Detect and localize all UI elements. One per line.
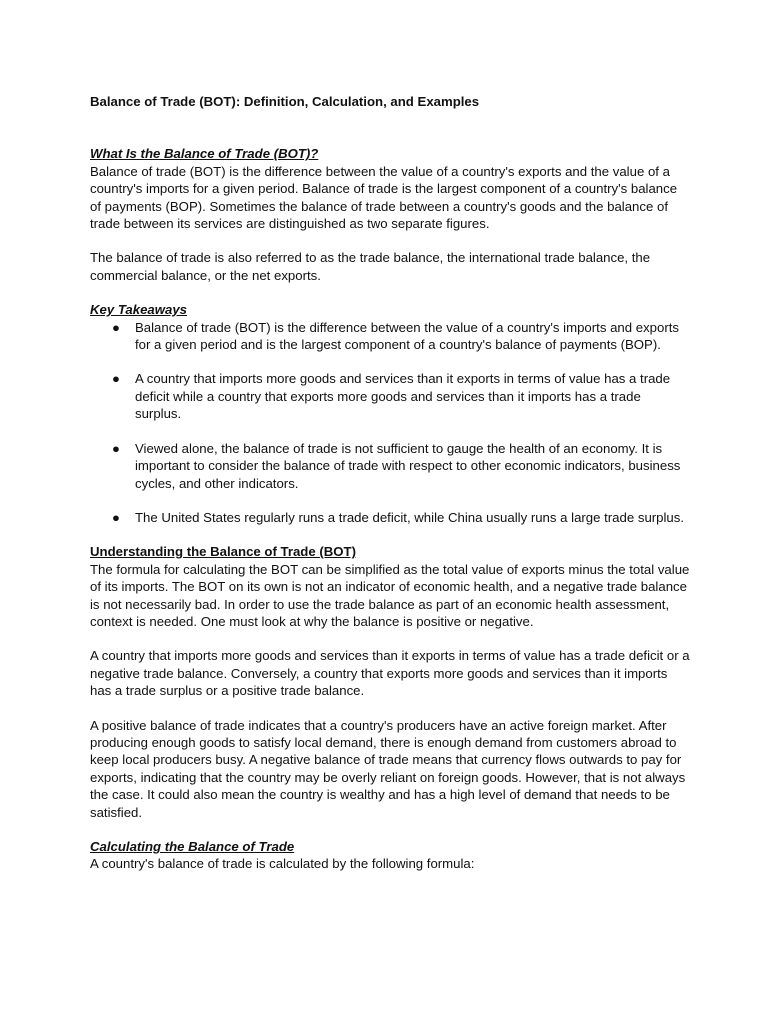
list-item: [90, 370, 690, 422]
paragraph-understanding-1: The formula for calculating the BOT can be simplified as the total value of exports minus the total value of its imports. The BOT on its own is not an indicator of economic health, and a negative trade balance is not necessarily bad. In order to use the trade balance as part of an economic health assessment, context is needed. One must look at why the balance is positive or negative.: [90, 561, 690, 629]
paragraph-understanding-2: A country that imports more goods and services than it exports in terms of value has a trade deficit or a negative trade balance. Conversely, a country that exports more goods and services than it imports has a trade surplus or a positive trade balance.: [90, 648, 690, 699]
list-item-text: The United States regularly runs a trade deficit, while China usually runs a large trade surplus.: [135, 509, 685, 525]
paragraph-calculating-1: A country's balance of trade is calculated by the following formula:: [90, 856, 475, 872]
paragraph-what-is-bot-1: Balance of trade (BOT) is the difference between the value of a country's exports and the value of a country's imports for a given period. Balance of trade is the largest component of a country's balance of payments (BOP). Sometimes the balance of trade between a country's goods and the balance of trade between its services are distinguished as two separate figures.: [90, 163, 678, 232]
paragraph-what-is-bot-2: The balance of trade is also referred to as the trade balance, the international trade balance, the commercial balance, or the net exports.: [90, 250, 651, 283]
heading-what-is-bot: What Is the Balance of Trade (BOT)?: [90, 146, 319, 162]
bullet-icon: ●: [112, 440, 120, 456]
bullet-icon: ●: [112, 319, 120, 335]
paragraph-understanding-3: A positive balance of trade indicates that a country's producers have an active foreign market. After producing enough goods to satisfy local demand, there is enough demand from customers abroad to keep local producers busy. A negative balance of trade means that currency flows outwards to pay for exports, indicating that the country may be overly reliant on foreign goods. However, that is not always the case. It could also mean the country is wealthy and has a high level of demand that needs to be satisfied.: [90, 717, 686, 820]
bullet-icon: ●: [112, 371, 120, 387]
list-item: [90, 319, 690, 354]
document-body: [90, 93, 690, 873]
key-takeaways-list: [90, 319, 690, 527]
document-title: Balance of Trade (BOT): Definition, Calculation, and Examples: [90, 94, 480, 109]
list-item: [90, 440, 690, 492]
list-item-text: Balance of trade (BOT) is the difference between the value of a country's imports and exports for a given period and is the largest component of a country's balance of payments (BOP).: [135, 319, 679, 353]
heading-understanding-bot: Understanding the Balance of Trade (BOT): [90, 544, 356, 560]
list-item-text: A country that imports more goods and services than it exports in terms of value has a trade deficit while a country that exports more goods and services than it imports has a trade surplus.: [135, 371, 671, 422]
heading-calculating-bot: Calculating the Balance of Trade: [90, 839, 295, 854]
heading-key-takeaways: Key Takeaways: [90, 302, 188, 318]
list-item-text: Viewed alone, the balance of trade is not sufficient to gauge the health of an economy. It is important to consider the balance of trade with respect to other economic indicators, business cycles, and other indicators.: [135, 440, 681, 491]
list-item: [90, 509, 690, 526]
bullet-icon: ●: [112, 509, 120, 525]
